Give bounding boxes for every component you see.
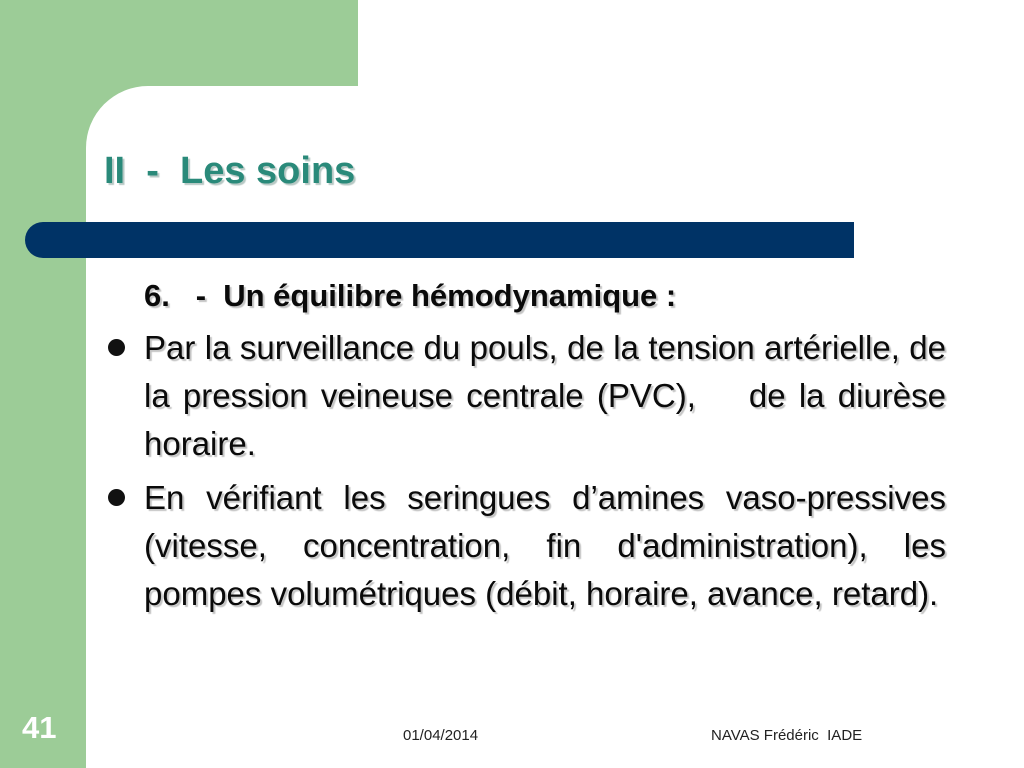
bullet-item — [104, 474, 946, 618]
bullet-text: Par la surveillance du pouls, de la tension artérielle, de la pression veineuse centrale (PVC), de la diurèse horaire. — [144, 329, 956, 462]
slide-body — [104, 274, 956, 624]
slide-title: II - Les soins — [104, 150, 356, 192]
content-area-top — [358, 0, 1024, 90]
bullet-text: En vérifiant les seringues d’amines vaso-pressives (vitesse, concentration, fin d'administration), les pompes volumétriques (débit, horaire, avance, retard). — [144, 479, 946, 612]
green-corner-panel — [0, 0, 358, 86]
footer-author: NAVAS Frédéric IADE — [711, 727, 863, 744]
bullet-item — [104, 324, 956, 468]
title-underline-bar — [25, 222, 854, 258]
bullet-dot-icon — [108, 339, 125, 356]
bullet-dot-icon — [108, 489, 125, 506]
footer-date: 01/04/2014 — [403, 727, 479, 744]
slide-number: 41 — [22, 710, 57, 745]
section-subtitle: 6. - Un équilibre hémodynamique : — [144, 278, 677, 313]
